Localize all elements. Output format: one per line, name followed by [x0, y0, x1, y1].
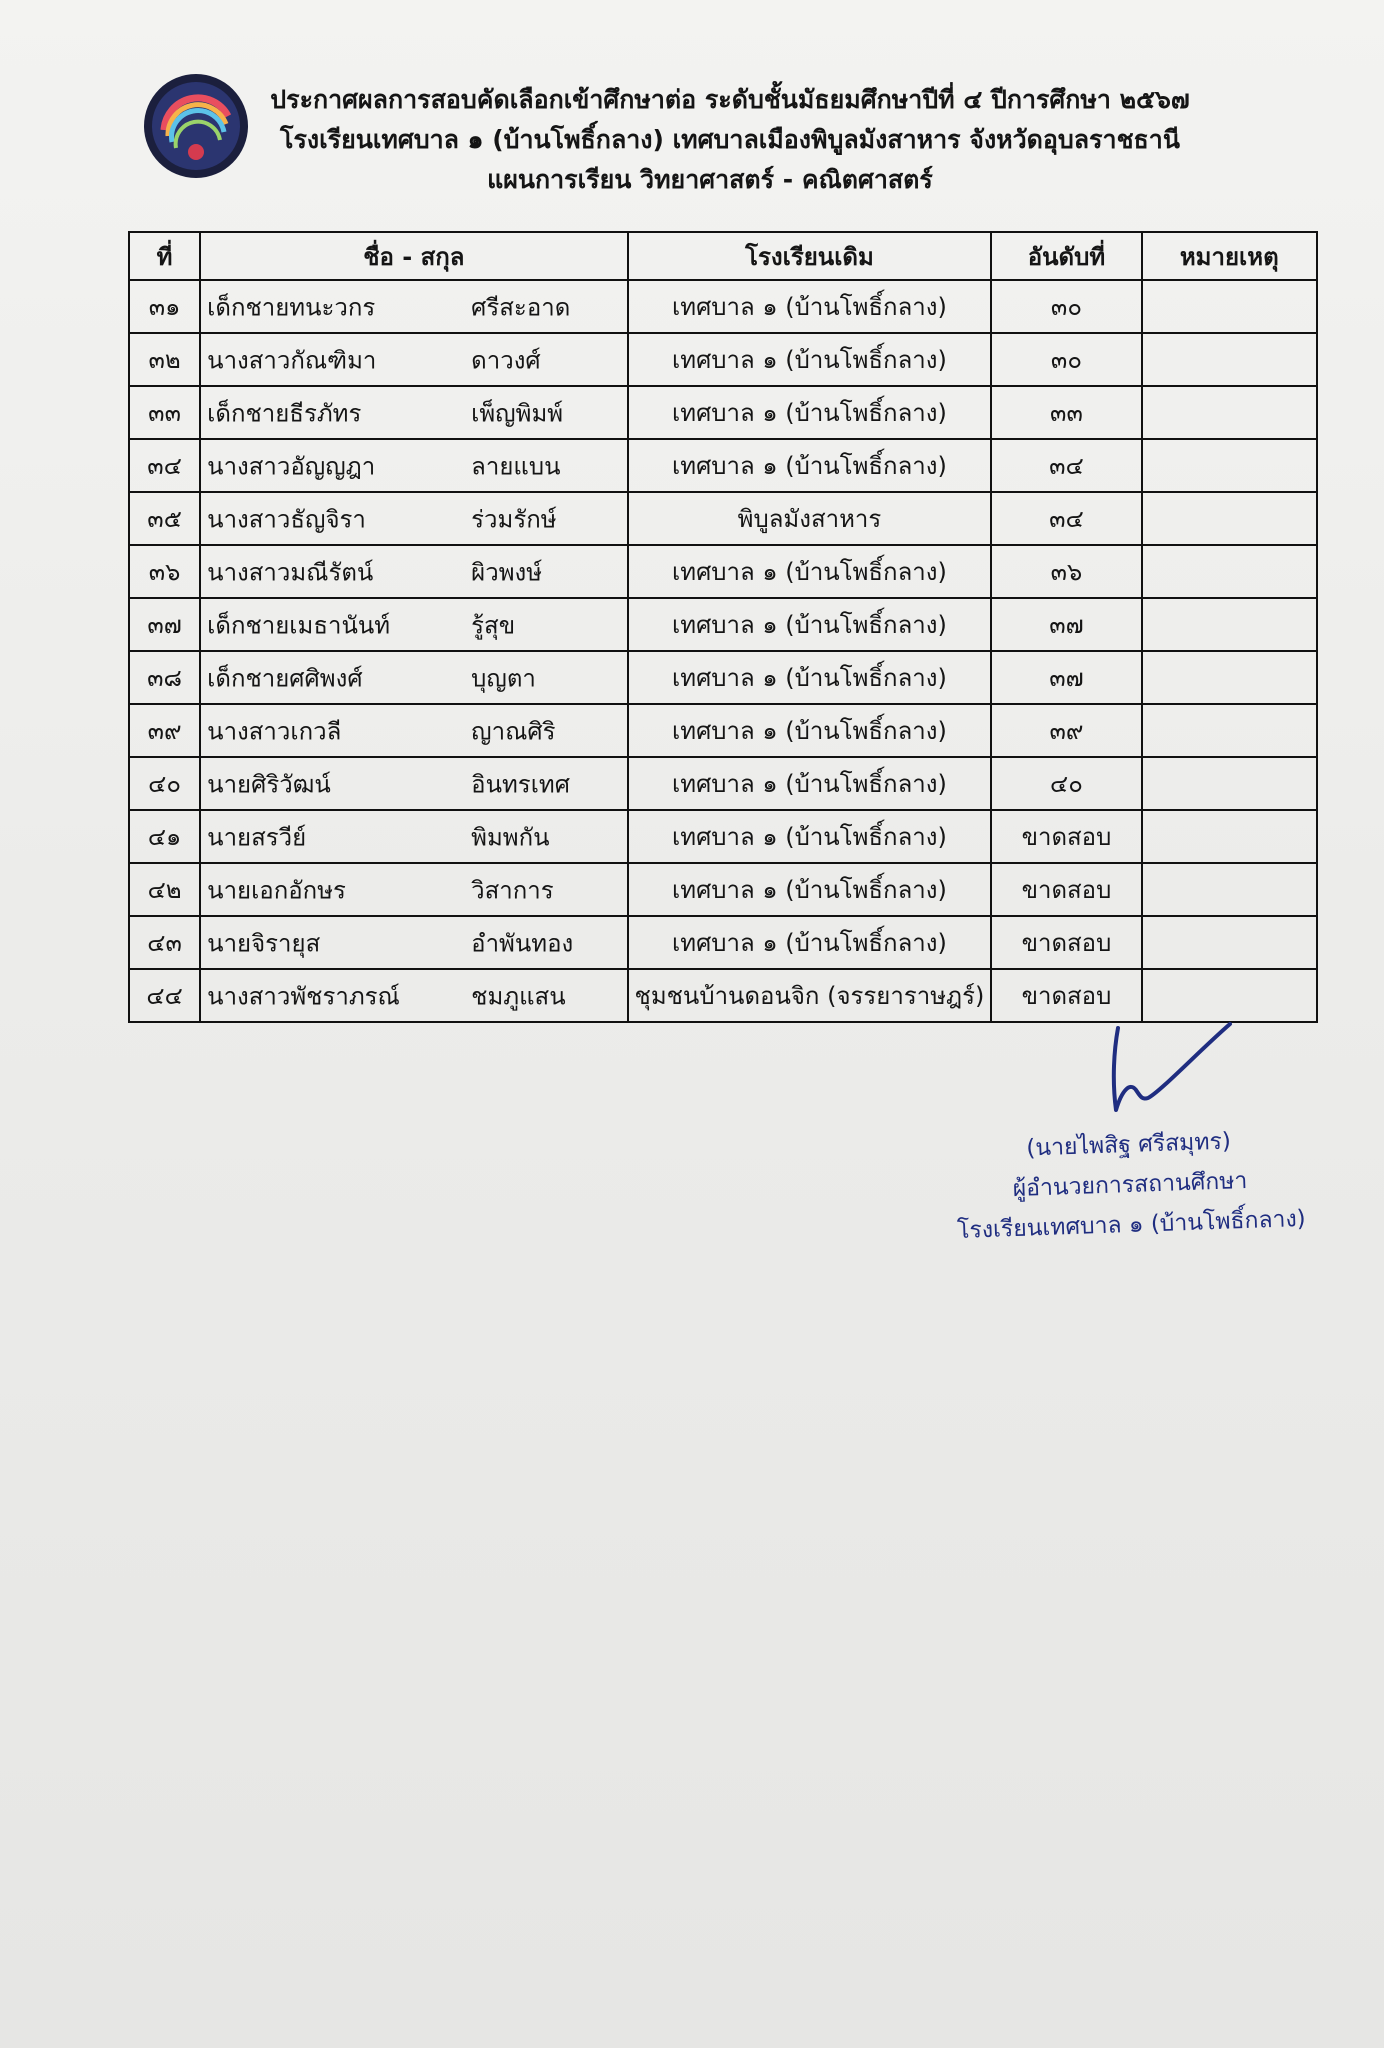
table-row	[129, 863, 1317, 916]
document-header	[250, 80, 1210, 200]
student-last-name: ผิวพงษ์	[471, 558, 543, 586]
previous-school: เทศบาล ๑ (บ้านโพธิ์กลาง)	[628, 280, 992, 333]
student-first-name: นายสรวีย์	[207, 823, 307, 851]
row-number: ๓๗	[129, 598, 200, 651]
student-first-name: นางสาวมณีรัตน์	[207, 558, 374, 586]
student-first-name: นางสาวเกวลี	[207, 717, 342, 745]
row-number: ๔๒	[129, 863, 200, 916]
study-plan: แผนการเรียน วิทยาศาสตร์ - คณิตศาสตร์	[487, 165, 933, 194]
previous-school: เทศบาล ๑ (บ้านโพธิ์กลาง)	[628, 757, 992, 810]
student-first-name: นางสาวพัชราภรณ์	[207, 982, 400, 1010]
school-name: โรงเรียนเทศบาล ๑ (บ้านโพธิ์กลาง) เทศบาลเมืองพิบูลมังสาหาร จังหวัดอุบลราชธานี	[280, 125, 1180, 154]
previous-school: เทศบาล ๑ (บ้านโพธิ์กลาง)	[628, 333, 992, 386]
row-number: ๓๘	[129, 651, 200, 704]
student-name-cell	[200, 386, 627, 439]
signatory-name: (นายไพสิฐ ศรีสมุทร)	[1025, 1128, 1232, 1162]
rank: ขาดสอบ	[991, 810, 1141, 863]
remark	[1142, 439, 1317, 492]
previous-school: เทศบาล ๑ (บ้านโพธิ์กลาง)	[628, 545, 992, 598]
table-row	[129, 439, 1317, 492]
student-name-cell	[200, 916, 627, 969]
row-number: ๔๔	[129, 969, 200, 1022]
remark	[1142, 598, 1317, 651]
student-last-name: วิสาการ	[471, 876, 554, 904]
row-number: ๔๑	[129, 810, 200, 863]
row-number: ๓๒	[129, 333, 200, 386]
student-name-cell	[200, 280, 627, 333]
remark	[1142, 757, 1317, 810]
remark	[1142, 810, 1317, 863]
header-note: หมายเหตุ	[1142, 232, 1317, 280]
table-header-row	[129, 232, 1317, 280]
student-first-name: นางสาวธัญจิรา	[207, 505, 366, 533]
signature-mark	[1100, 1010, 1240, 1130]
remark	[1142, 333, 1317, 386]
signature-block	[948, 1119, 1312, 1251]
rank: ๓๔	[991, 439, 1141, 492]
rank: ๓๓	[991, 386, 1141, 439]
rank: ขาดสอบ	[991, 916, 1141, 969]
table-row	[129, 810, 1317, 863]
header-school: โรงเรียนเดิม	[628, 232, 992, 280]
rank: ๓๐	[991, 333, 1141, 386]
student-name-cell	[200, 492, 627, 545]
student-first-name: นางสาวอัญญฎา	[207, 452, 376, 480]
student-first-name: นายจิรายุส	[207, 929, 321, 957]
row-number: ๔๐	[129, 757, 200, 810]
previous-school: เทศบาล ๑ (บ้านโพธิ์กลาง)	[628, 386, 992, 439]
rank: ขาดสอบ	[991, 863, 1141, 916]
table-row	[129, 333, 1317, 386]
rank: ๓๗	[991, 651, 1141, 704]
student-last-name: ลายแบน	[471, 452, 561, 480]
previous-school: เทศบาล ๑ (บ้านโพธิ์กลาง)	[628, 863, 992, 916]
student-last-name: ดาวงศ์	[471, 346, 541, 374]
student-first-name: นายเอกอักษร	[207, 876, 346, 904]
announcement-title: ประกาศผลการสอบคัดเลือกเข้าศึกษาต่อ ระดับชั้นมัธยมศึกษาปีที่ ๔ ปีการศึกษา ๒๕๖๗	[270, 85, 1190, 114]
student-name-cell	[200, 969, 627, 1022]
previous-school: เทศบาล ๑ (บ้านโพธิ์กลาง)	[628, 916, 992, 969]
table-row	[129, 386, 1317, 439]
student-first-name: เด็กชายเมธานันท์	[207, 611, 391, 639]
student-last-name: เพ็ญพิมพ์	[471, 399, 564, 427]
student-name-cell	[200, 863, 627, 916]
row-number: ๓๙	[129, 704, 200, 757]
table-row	[129, 757, 1317, 810]
student-last-name: รู้สุข	[471, 611, 516, 639]
student-name-cell	[200, 333, 627, 386]
previous-school: ชุมชนบ้านดอนจิก (จรรยาราษฎร์)	[628, 969, 992, 1022]
rank: ๓๗	[991, 598, 1141, 651]
remark	[1142, 280, 1317, 333]
results-table	[128, 231, 1318, 1023]
previous-school: เทศบาล ๑ (บ้านโพธิ์กลาง)	[628, 598, 992, 651]
student-name-cell	[200, 651, 627, 704]
remark	[1142, 651, 1317, 704]
student-name-cell	[200, 757, 627, 810]
rank: ๔๐	[991, 757, 1141, 810]
student-first-name: เด็กชายธีรภัทร	[207, 399, 362, 427]
student-last-name: ชมภูแสน	[471, 982, 566, 1010]
remark	[1142, 545, 1317, 598]
remark	[1142, 863, 1317, 916]
remark	[1142, 704, 1317, 757]
table-row	[129, 545, 1317, 598]
previous-school: เทศบาล ๑ (บ้านโพธิ์กลาง)	[628, 651, 992, 704]
previous-school: เทศบาล ๑ (บ้านโพธิ์กลาง)	[628, 439, 992, 492]
header-rank: อันดับที่	[991, 232, 1141, 280]
table-row	[129, 492, 1317, 545]
rank: ๓๐	[991, 280, 1141, 333]
student-last-name: อินทรเทศ	[471, 770, 570, 798]
signatory-school: โรงเรียนเทศบาล ๑ (บ้านโพธิ์กลาง)	[956, 1205, 1307, 1245]
previous-school: เทศบาล ๑ (บ้านโพธิ์กลาง)	[628, 704, 992, 757]
student-name-cell	[200, 545, 627, 598]
row-number: ๓๔	[129, 439, 200, 492]
header-name: ชื่อ - สกุล	[200, 232, 627, 280]
student-name-cell	[200, 439, 627, 492]
row-number: ๓๖	[129, 545, 200, 598]
rank: ๓๔	[991, 492, 1141, 545]
table-row	[129, 704, 1317, 757]
rank: ขาดสอบ	[991, 969, 1141, 1022]
row-number: ๓๕	[129, 492, 200, 545]
remark	[1142, 386, 1317, 439]
row-number: ๔๓	[129, 916, 200, 969]
student-first-name: นายศิริวัฒน์	[207, 770, 331, 798]
row-number: ๓๑	[129, 280, 200, 333]
student-last-name: พิมพกัน	[471, 823, 550, 851]
table-row	[129, 916, 1317, 969]
table-row	[129, 651, 1317, 704]
signatory-position: ผู้อำนวยการสถานศึกษา	[1012, 1167, 1248, 1203]
student-first-name: เด็กชายทนะวกร	[207, 293, 376, 321]
student-name-cell	[200, 810, 627, 863]
table-row	[129, 598, 1317, 651]
student-last-name: บุญตา	[471, 664, 536, 692]
rank: ๓๖	[991, 545, 1141, 598]
student-first-name: นางสาวกัณฑิมา	[207, 346, 377, 374]
previous-school: เทศบาล ๑ (บ้านโพธิ์กลาง)	[628, 810, 992, 863]
remark	[1142, 492, 1317, 545]
header-no: ที่	[129, 232, 200, 280]
student-last-name: ร่วมรักษ์	[471, 505, 557, 533]
rank: ๓๙	[991, 704, 1141, 757]
remark	[1142, 916, 1317, 969]
student-last-name: อำพันทอง	[471, 929, 574, 957]
student-name-cell	[200, 598, 627, 651]
row-number: ๓๓	[129, 386, 200, 439]
student-name-cell	[200, 704, 627, 757]
student-last-name: ญาณศิริ	[471, 717, 556, 745]
student-last-name: ศรีสะอาด	[471, 293, 571, 321]
table-row	[129, 280, 1317, 333]
student-first-name: เด็กชายศศิพงศ์	[207, 664, 363, 692]
previous-school: พิบูลมังสาหาร	[628, 492, 992, 545]
